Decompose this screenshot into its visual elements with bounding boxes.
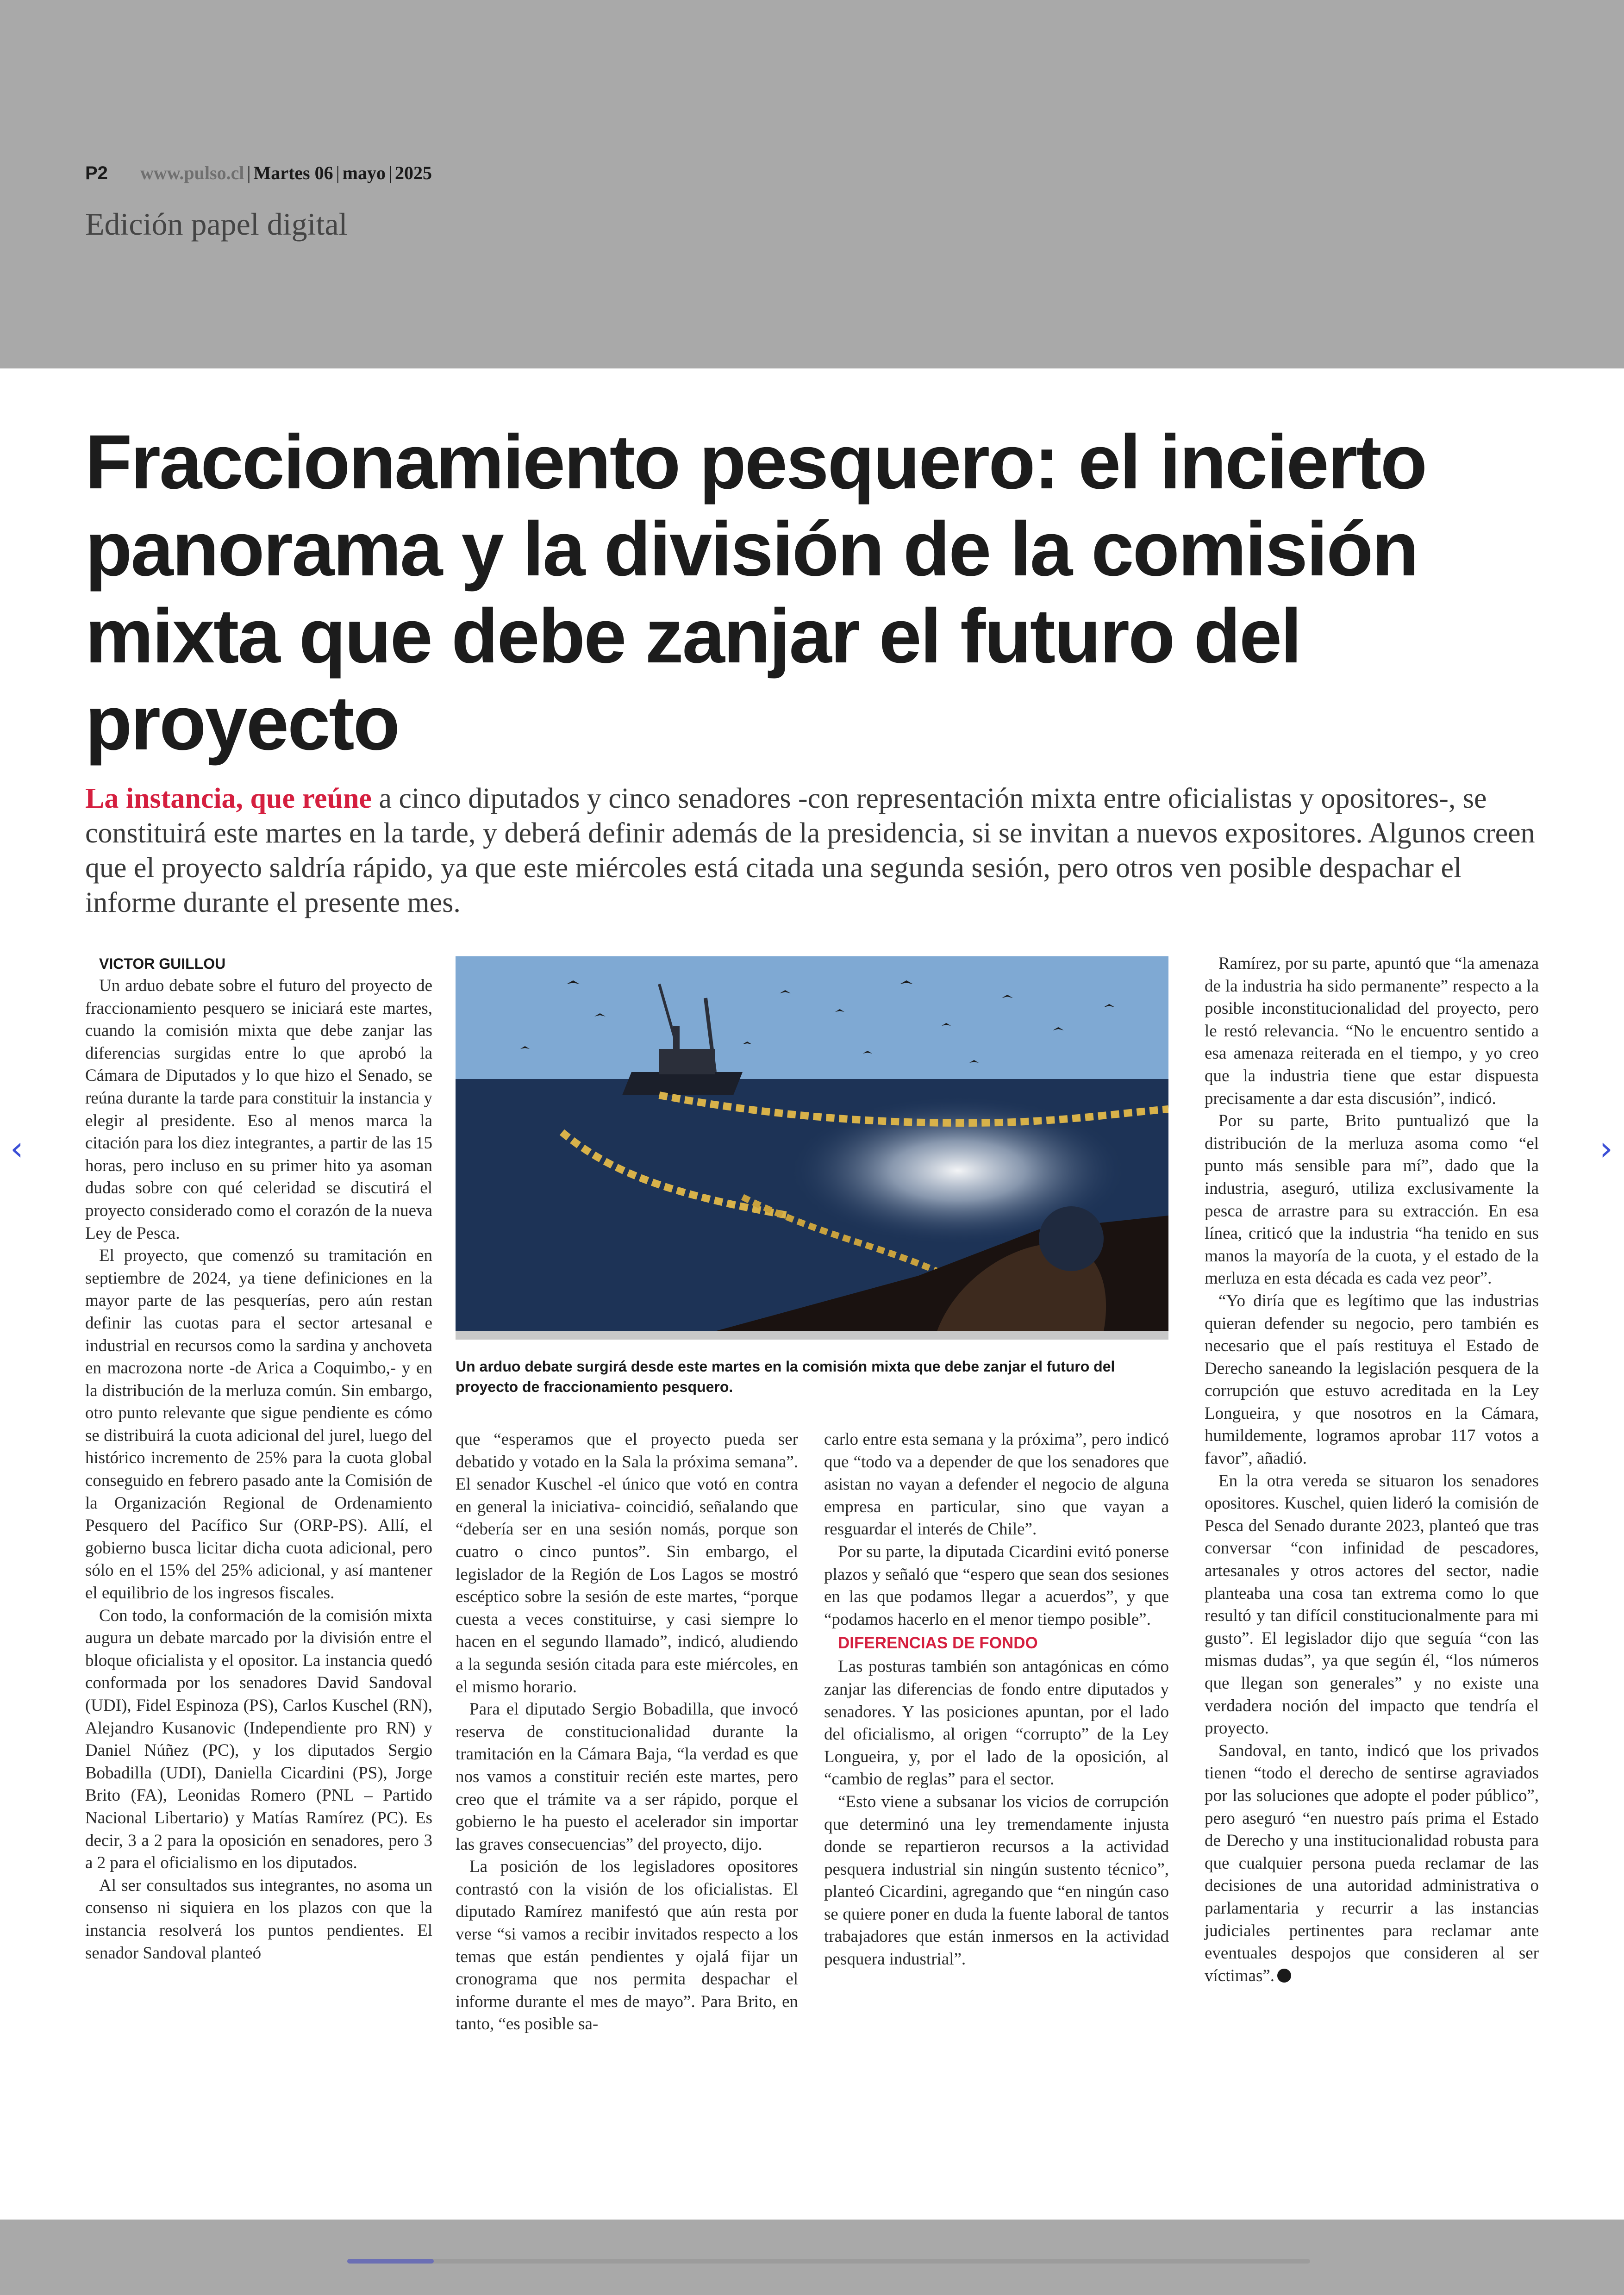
- lead-highlight: La instancia, que reúne: [85, 783, 372, 814]
- section-subhead: DIFERENCIAS DE FONDO: [838, 1634, 1038, 1653]
- date-month: mayo: [342, 162, 386, 183]
- fishing-boat-photo: [456, 956, 1168, 1331]
- edition-label: Edición papel digital: [85, 206, 348, 242]
- paragraph: Con todo, la conformación de la comisión mixta augura un debate marcado por la división entre el bloque oficialista y el opositor. La instancia quedó conformada por los senadores David Sandoval (UDI), Fidel Espinoza (PS), Carlos Kuschel (RN), Alejandro Kusanovic (Independiente pro RN) y Daniel Núñez (PC), y los diputados Sergio Bobadilla (UDI), Daniella Cicardini (PS), Jorge Brito (FA), Leonidas Romero (PNL – Partido Nacional Libertario) y Matías Ramírez (PC). Es decir, 3 a 2 para la oposición en senadores, pero 3 a 2 para el oficialismo en los diputados.: [85, 1606, 432, 1873]
- end-mark-icon: [1277, 1969, 1291, 1983]
- paragraph: Un arduo debate sobre el futuro del proyecto de fraccionamiento pesquero se iniciará este martes, cuando la comisión mixta que debe zanjar las diferencias surgidas entre lo que aprobó la Cámara de Diputados y lo que hizo el Senado, se reúna durante la tarde para constituir la instancia y elegir al presidente. Eso al menos marca la citación para los diez integrantes, a partir de las 15 horas, pero incluso en su primer hito ya asoman dudas sobre con qué celeridad se discutirá el proyecto considerado como el corazón de la nueva Ley de Pesca.: [85, 976, 432, 1243]
- article-photo: [456, 956, 1168, 1331]
- paragraph-text: Sandoval, en tanto, indicó que los privados tienen “todo el derecho de sentirse agraviados por las soluciones que adopte el poder público”, pero aseguró “en nuestro país prima el Estado de Derecho y una institucionalidad robusta para que cualquier persona pueda reclamar de las decisiones de una autoridad administrativa o parlamentaria y recurrir a las instancias judiciales pertinentes para reclamar ante eventuales despojos que consideren al ser víctimas”.: [1205, 1741, 1539, 1985]
- paragraph: Ramírez, por su parte, apuntó que “la amenaza de la industria ha sido permanente” respecto a la posible inconstitucionalidad del proyecto, pero le restó relevancia. “No le encuentro sentido a esa amenaza reiterada en el tiempo, y yo creo que la industria tiene que estar dispuesta precisamente a dar esta discusión”, indicó.: [1205, 954, 1539, 1108]
- paragraph: carlo entre esta semana y la próxima”, pero indicó que “todo va a depender de que los senadores que asistan no vayan a defender el negocio de alguna empresa en particular, sino que vayan a resguardar el interés de Chile”.: [824, 1430, 1169, 1539]
- article-column-3: [824, 1428, 1169, 1971]
- prev-page-icon[interactable]: ‹: [10, 1129, 24, 1168]
- photo-divider: [456, 1331, 1168, 1340]
- paragraph: El proyecto, que comenzó su tramitación en septiembre de 2024, ya tiene definiciones en la mayor parte de las pesquerías, pero aún restan definir las cuotas para el sector artesanal e industrial en recursos como la sardina y anchoveta en macrozona norte -de Arica a Coquimbo,- y en la distribución de la merluza común. Sin embargo, otro punto relevante que sigue pendiente es cómo se distribuirá la cuota adicional del jurel, luego del histórico incremento de 25% para la cuota global conseguido en febrero pasado ante la Comisión de la Organización Regional de Ordenamiento Pesquero del Pacífico Sur (ORP-PS). Allí, el gobierno busca licitar dicha cuota adicional, pero sólo en el 15% del 25% adicional, y así mantener el equilibrio de los ingresos fiscales.: [85, 1246, 432, 1603]
- next-page-icon[interactable]: ›: [1599, 1129, 1613, 1168]
- photo-caption: Un arduo debate surgirá desde este martes en la comisión mixta que debe zanjar el futuro del proyecto de fraccionamiento pesquero.: [456, 1358, 1115, 1395]
- article-headline: Fraccionamiento pesquero: el incierto panorama y la división de la comisión mixta que debe zanjar el futuro del proyecto: [85, 419, 1426, 766]
- paragraph: “Yo diría que es legítimo que las industrias quieran defender su negocio, pero también es necesario que el país restituya el Estado de Derecho saneando la legislación pesquera de la corrupción que estuvo acreditada en la Ley Longueira, y que nosotros en la Cámara, humildemente, logramos aprobar 117 votos a favor”, añadió.: [1205, 1291, 1539, 1468]
- byline: VICTOR GUILLOU: [99, 955, 226, 972]
- page-progress-fill: [347, 2259, 434, 2264]
- article-lead: [85, 781, 1539, 920]
- lead-text: a cinco diputados y cinco senadores -con representación mixta entre oficialistas y opositores-, se constituirá este martes en la tarde, y deberá definir además de la presidencia, si se invitan a nuevos expositores. Algunos creen que el proyecto saldría rápido, ya que este miércoles está citada una segunda sesión, pero otros ven posible despachar el informe durante el presente mes.: [85, 783, 1535, 918]
- viewer-top-bar: [0, 0, 1624, 368]
- paragraph: “Esto viene a subsanar los vicios de corrupción que determinó una ley tremendamente injusta donde se repartieron recursos a la actividad pesquera industrial sin ningún sustento técnico”, planteó Cicardini, agregando que “en ningún caso se quiere poner en duda la fuente laboral de tantos trabajadores que están inmersos en la actividad pesquera industrial”.: [824, 1792, 1169, 1969]
- viewer-bottom-bar: [0, 2220, 1624, 2295]
- page-number: P2: [85, 163, 108, 183]
- article-column-2: [456, 1428, 798, 2036]
- paragraph: Al ser consultados sus integrantes, no asoma un consenso ni siquiera en los plazos con que la instancia resolverá los puntos pendientes. El senador Sandoval planteó: [85, 1876, 432, 1963]
- paragraph: Las posturas también son antagónicas en cómo zanjar las diferencias de fondo entre diputados y senadores. Y las posiciones apuntan, por el lado del oficialismo, al origen “corrupto” de la Ley Longueira, y, por el lado de la oposición, al “cambio de reglas” para el sector.: [824, 1657, 1169, 1789]
- article-column-1: [85, 953, 432, 1964]
- last-paragraph: [1205, 1740, 1539, 1988]
- date-year: 2025: [394, 162, 432, 183]
- site-url: www.pulso.cl: [140, 162, 244, 183]
- page-progress-track[interactable]: [347, 2259, 1310, 2264]
- page-header: P2 www.pulso.cl | Martes 06 | mayo | 2025: [85, 162, 432, 183]
- paragraph: En la otra vereda se situaron los senadores opositores. Kuschel, quien lideró la comisión de Pesca del Senado durante 2023, planteó que tras conversar “con infinidad de pescadores, artesanales y otros actores del sector, nadie planteaba una cosa tan extrema como lo que resultó y tan difícil constitucionalmente para mi gusto”. El legislador dijo que seguía “con las mismas dudas”, ya que según él, “los números que llegan son generales” y no existe una verdadera noción del impacto que tendría el proyecto.: [1205, 1471, 1539, 1738]
- paragraph: La posición de los legisladores opositores contrastó con la visión de los oficialistas. El diputado Ramírez manifestó que aún resta por verse “si vamos a recibir invitados respecto a los temas que están pendientes y ojalá fijar un cronograma que nos permita despachar el informe durante el mes de mayo”. Para Brito, en tanto, “es posible sa-: [456, 1857, 798, 2034]
- paragraph: Para el diputado Sergio Bobadilla, que invocó reserva de constitucionalidad durante la tramitación en la Cámara Baja, “la verdad es que nos vamos a constituir recién este martes, pero creo que el trámite va a ser rápido, porque el gobierno le ha puesto el acelerador sin importar las graves consecuencias” del proyecto, dijo.: [456, 1700, 798, 1854]
- paragraph: Por su parte, la diputada Cicardini evitó ponerse plazos y señaló que “espero que sean dos sesiones en las que podamos llegar a acuerdos”, y que “podamos hacerlo en el menor tiempo posible”.: [824, 1542, 1169, 1629]
- paragraph: que “esperamos que el proyecto pueda ser debatido y votado en la Sala la próxima semana”. El senador Kuschel -el único que votó en contra en general la iniciativa- coincidió, señalando que “debería ser en una sesión nomás, porque son cuatro o cinco puntos”. Sin embargo, el legislador de la Región de Los Lagos se mostró escéptico sobre la sesión de este martes, “porque cuesta a veces constituirse, y casi siempre lo hacen en el segundo llamado”, indicó, aludiendo a la segunda sesión citada para este miércoles, en el mismo horario.: [456, 1430, 798, 1696]
- article-column-4: [1205, 953, 1539, 1987]
- paragraph: Por su parte, Brito puntualizó que la distribución de la merluza asoma como “el punto más sensible para mí”, dado que la industria, aseguró, utiliza exclusivamente la pesca de arrastre para su extracción. En esa línea, criticó que la industria “ha tenido en sus manos la mayoría de la cuota, y el estado de la merluza en esta década es cada vez peor”.: [1205, 1111, 1539, 1288]
- date-day: Martes 06: [253, 162, 333, 183]
